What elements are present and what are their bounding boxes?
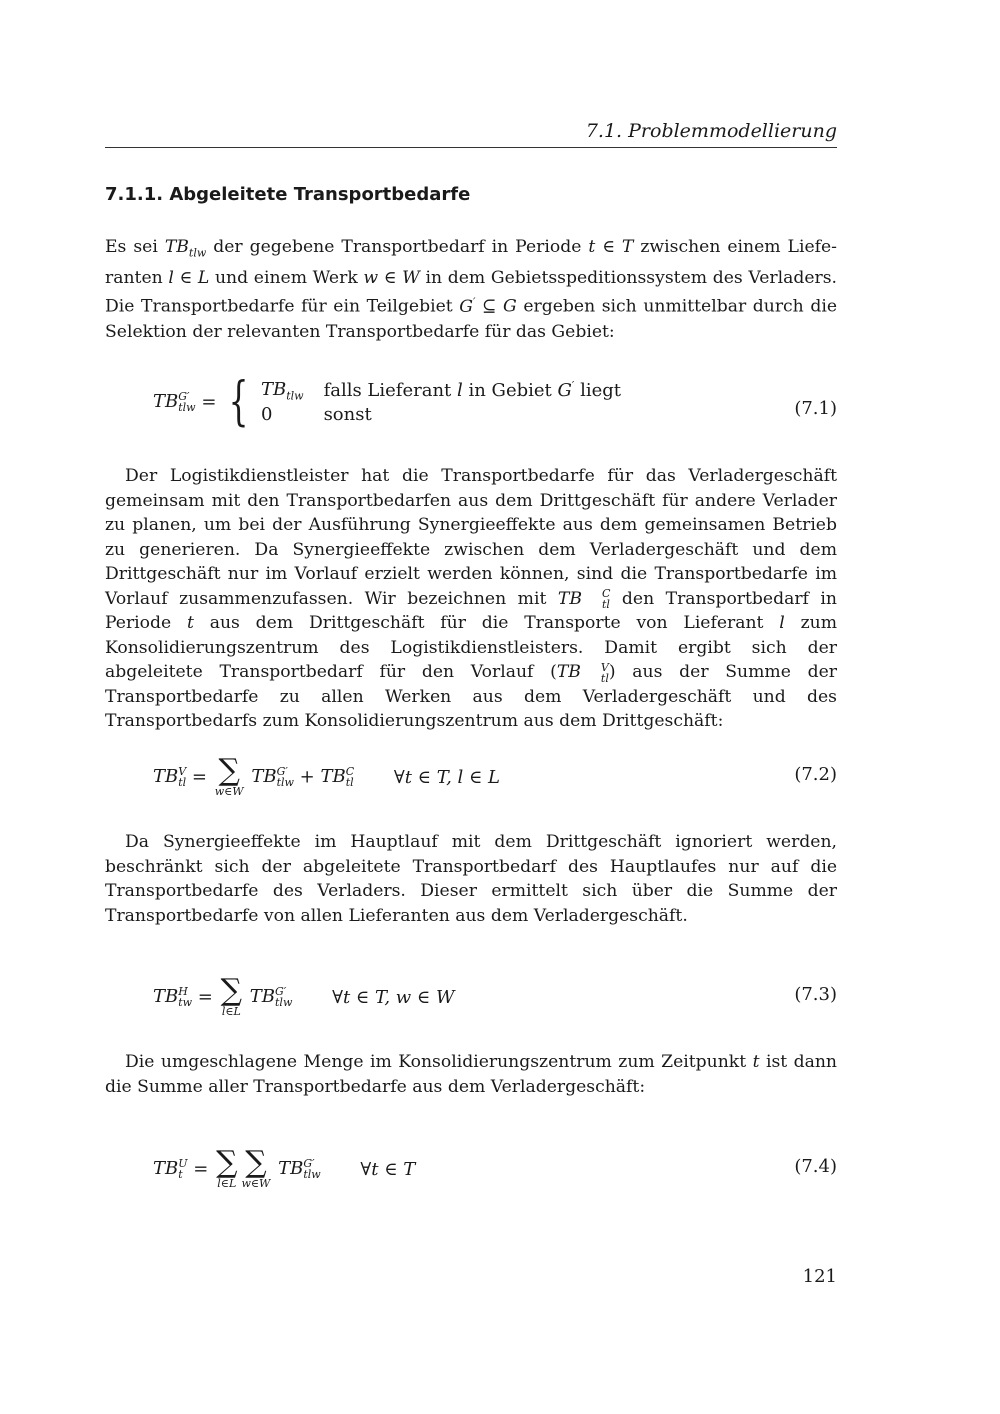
equation-number: (7.1) <box>794 398 837 419</box>
equation-number: (7.4) <box>794 1156 837 1177</box>
equation-7-2 <box>105 753 837 812</box>
equation-7-1 <box>105 372 837 440</box>
cases: $TB_{tlw}$ falls Lieferant l in Gebiet G′ liegt 0 sonst <box>260 378 622 426</box>
equation-7-4-body: TB U t = ∑ l∈L ∑ w∈W TB G′ tlw ∀t ∈ T <box>153 1145 416 1190</box>
equation-7-3-body: TB H tw = ∑ l∈L TB G′ tlw ∀t ∈ T, w ∈ W <box>153 973 455 1018</box>
summation-l: ∑ l∈L <box>216 1145 238 1190</box>
summation-w: ∑ w∈W <box>241 1145 271 1190</box>
equation-7-2-body: TB V tl = ∑ w∈W TB G′ tlw + TB C tl ∀t ∈ T, l ∈ L <box>153 753 501 798</box>
paragraph-3: Da Synergieeffekte im Hauptlauf mit dem Drittgeschäft ignoriert werden, beschränkt sich der abgeleitete Transportbedarf des Hauptlaufes nur auf die Transportbedarfe des Verladers. Dieser ermittelt sich über die Summe der Transportbedarfe von allen Lieferanten aus dem Verladergeschäft. <box>105 832 837 926</box>
running-title: 7.1. Problemmodellierung <box>585 120 837 142</box>
running-header <box>105 120 837 148</box>
summation: ∑ w∈W <box>214 753 244 798</box>
equation-number: (7.3) <box>794 984 837 1005</box>
page-number: 121 <box>802 1266 837 1287</box>
equation-7-1-body: TB G′ tlw = { $TB_{tlw}$ falls Lieferant l in Gebiet G′ liegt 0 sonst <box>153 372 622 432</box>
equation-7-4 <box>105 1145 837 1204</box>
paragraph-1: Es sei $TB_{tlw}$ der gegebene Transportbedarf in Periode t ∈ T zwischen einem Lieferanten l ∈ L und einem Werk w ∈ W in dem Gebietsspeditionssystem des Verladers. Die Transportbedarfe für ein Teilgebiet G′ ⊆ G ergeben sich unmittelbar durch die Selektion der relevanten Transportbedarfe für das Gebiet: <box>105 237 838 342</box>
summation: ∑ l∈L <box>220 973 243 1018</box>
section-title: 7.1.1. Abgeleitete Transportbedarfe <box>105 184 471 205</box>
equation-number: (7.2) <box>794 764 837 785</box>
equation-7-3 <box>105 973 837 1032</box>
paragraph-2: Der Logistikdienstleister hat die Transportbedarfe für das Verladergeschäft gemeinsam mit den Transportbedarfen aus dem Drittgeschäft für andere Verlader zu planen, um bei der Ausführung Synergieeffekte aus dem gemeinsamen Betrieb zu generieren. Da Synergieeffekte zwischen dem Verladergeschäft und dem Drittgeschäft nur im Vorlauf erzielt werden können, sind die Transportbedarfe im Vorlauf zusammenzufassen. Wir bezeichnen mit TB C tl den Transportbedarf in Periode t aus dem Drittgeschäft für die Transporte von Lieferant l zum Konsolidierungszentrum des Logistikdienstleisters. Damit ergibt sich der abgeleitete Transportbedarf für den Vorlauf (TB V tl ) aus der Summe der Transportbedarfe zu allen Werken aus dem Verladergeschäft und des Transportbedarfs zum Konsolidierungszentrum aus dem Drittgeschäft: <box>105 466 837 731</box>
paragraph-4: Die umgeschlagene Menge im Konsolidierungszentrum zum Zeitpunkt t ist dann die Summe aller Transportbedarfe aus dem Verladergeschäft: <box>105 1052 837 1097</box>
